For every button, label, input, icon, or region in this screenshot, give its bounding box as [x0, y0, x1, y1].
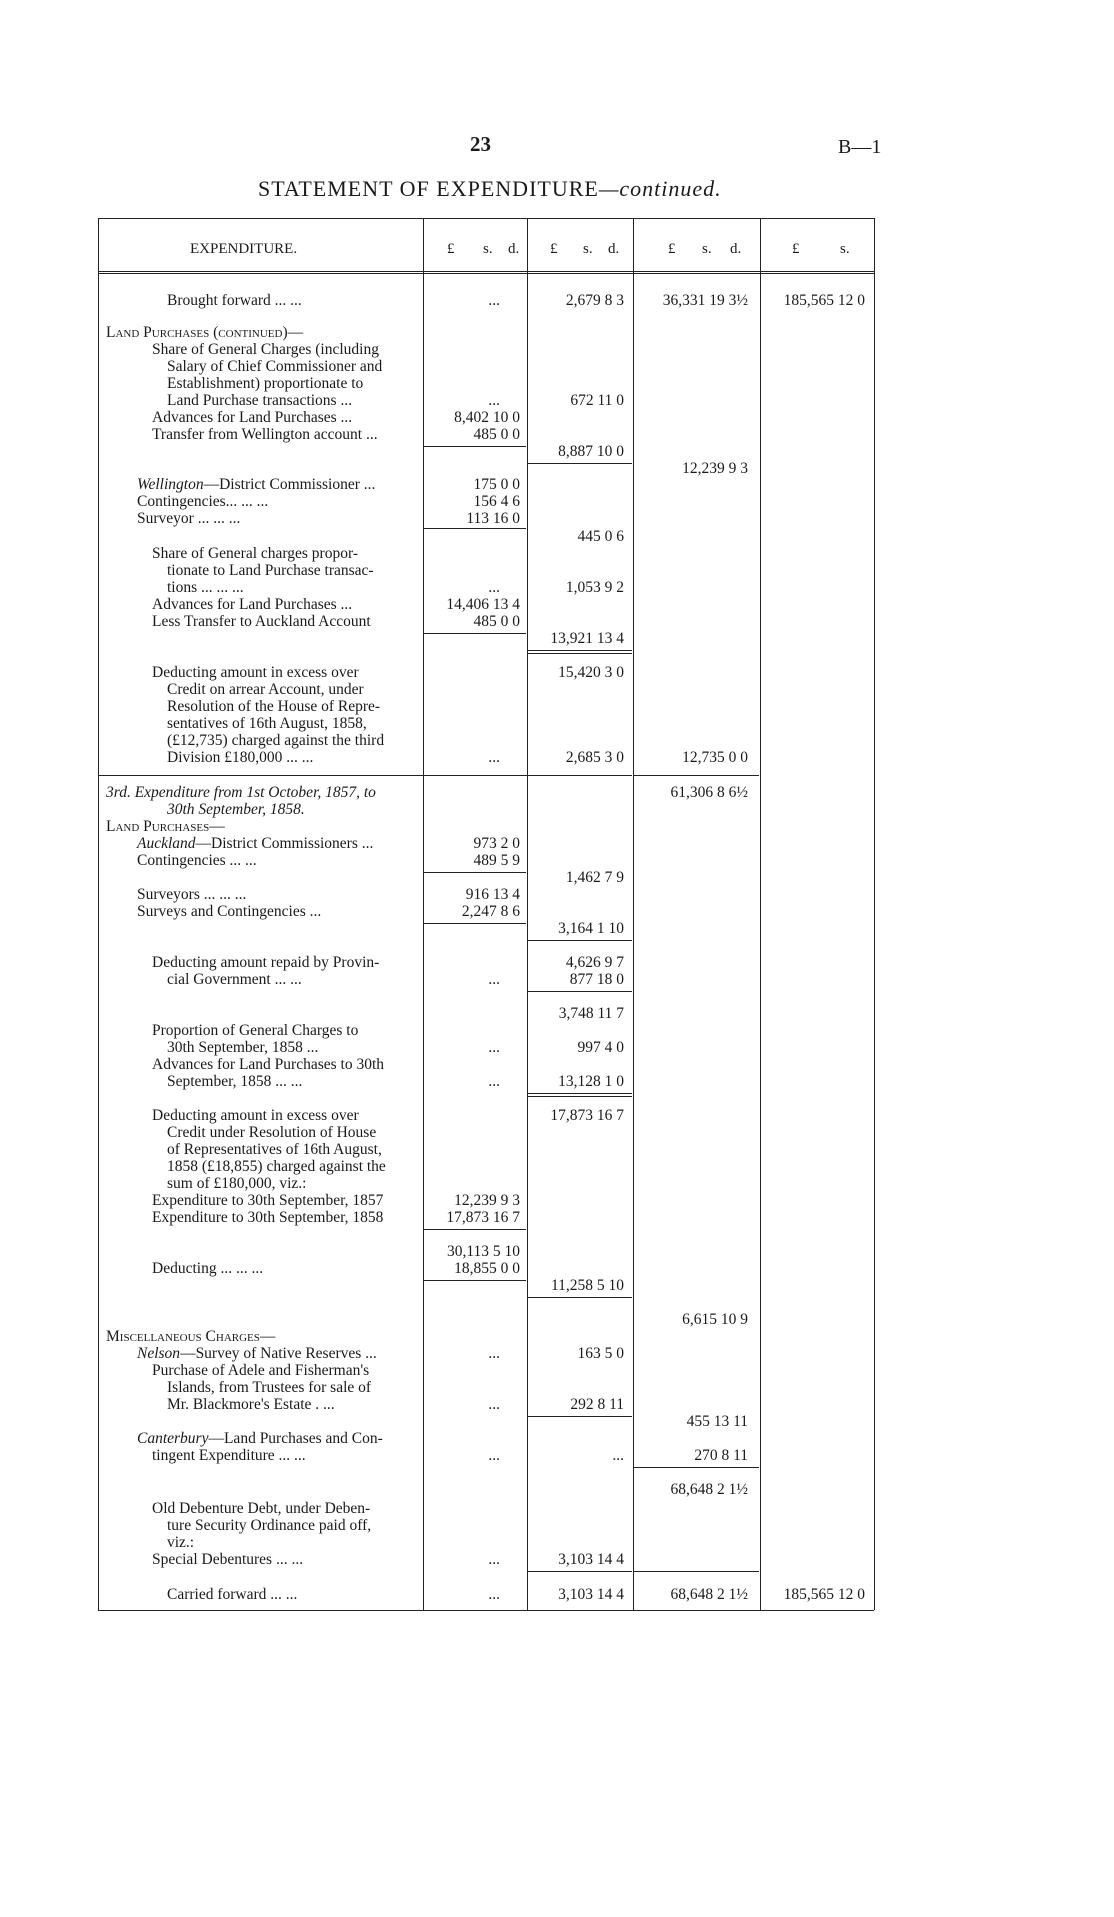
deducting-c3: 6,615 10 9 [682, 1311, 748, 1328]
rule-expenditure-sum [424, 1229, 526, 1230]
third-expenditure-line-1: 3rd. Expenditure from 1st October, 1857, to [106, 784, 376, 801]
rule-surveys-c2 [528, 940, 632, 941]
table-top-rule [98, 218, 874, 219]
surveys-subtotal-c2: 3,164 1 10 [558, 920, 624, 937]
canterbury-text: —Land Purchases and Con- [208, 1430, 383, 1447]
rule-auckland [424, 872, 526, 873]
excess-line-4: 1858 (£18,855) charged against the [167, 1158, 386, 1175]
rule-repaid [528, 991, 632, 992]
column-header-c4-pounds: £ [792, 241, 800, 257]
repaid-a-c2: 4,626 9 7 [565, 954, 624, 971]
excess-line-1: Deducting amount in excess over [152, 1107, 359, 1124]
auckland-contingencies: Contingencies ... ... [137, 852, 257, 869]
surveys-contingencies: Surveys and Contingencies ... [137, 903, 322, 920]
advances-30th-c2: 13,128 1 0 [558, 1073, 624, 1090]
share-general-line-2: Salary of Chief Commissioner and [167, 358, 383, 375]
expenditure-1858: Expenditure to 30th September, 1858 [152, 1209, 384, 1226]
rule-sub2-c2 [528, 650, 632, 651]
special-debentures-c1: ... [488, 1551, 500, 1568]
subtotal-3-c3: 68,648 2 1½ [670, 1481, 748, 1498]
nelson-c2: 163 5 0 [577, 1345, 624, 1362]
third-division-c1: ... [488, 749, 500, 766]
advances-30th-c1: ... [488, 1073, 500, 1090]
col-line-1 [423, 218, 424, 1610]
wellington-surv-c1: 113 16 0 [466, 510, 520, 527]
rule-section-3 [99, 775, 632, 776]
deduct-line-5: (£12,735) charged against the third [167, 732, 385, 749]
auckland-dc-c1: 973 2 0 [473, 835, 520, 852]
expenditure-1858-c1: 17,873 16 7 [446, 1209, 520, 1226]
deduct-line-6: Division £180,000 ... ... [167, 749, 314, 766]
subtotal-1-c3: 12,239 9 3 [682, 460, 748, 477]
wellington-label: Wellington [137, 476, 204, 493]
header-rule [98, 271, 874, 272]
share-general-b-line-2: tionate to Land Purchase transac- [167, 562, 374, 579]
auckland-cont-c1: 489 5 9 [473, 852, 520, 869]
auckland-surveyors: Surveyors ... ... ... [137, 886, 247, 903]
auckland-subtotal-c2: 1,462 7 9 [565, 869, 624, 886]
total-15420-c2: 15,420 3 0 [558, 664, 624, 681]
column-header-c1-shillings: s. [483, 241, 493, 257]
wellington-dc-c1: 175 0 0 [473, 476, 520, 493]
canterbury-c1: ... [488, 1447, 500, 1464]
purchase-line-2: Islands, from Trustees for sale of [167, 1379, 372, 1396]
rule-advances-30th-double [528, 1096, 632, 1097]
column-header-c2-pounds: £ [550, 241, 558, 257]
share-general-line-4: Land Purchase transactions ... [167, 392, 353, 409]
surveys-cont-c1: 2,247 8 6 [461, 903, 520, 920]
share-general-b-line-3: tions ... ... ... [167, 579, 244, 596]
rule-canterbury-c3 [634, 1467, 759, 1468]
section-land-purchases-continued: Land Purchases (continued)— [106, 324, 304, 341]
special-debentures-c2: 3,103 14 4 [558, 1551, 624, 1568]
expenditure-1857: Expenditure to 30th September, 1857 [152, 1192, 384, 1209]
auckland-label: Auckland [137, 835, 196, 852]
excess-line-2: Credit under Resolution of House [167, 1124, 377, 1141]
advances-land-purchases-2: Advances for Land Purchases ... [152, 596, 353, 613]
sum-c1: 30,113 5 10 [446, 1243, 520, 1260]
share-general-b-c2: 1,053 9 2 [565, 579, 624, 596]
deduct-line-3: Resolution of the House of Repre- [167, 698, 381, 715]
surveyors-c1: 916 13 4 [465, 886, 520, 903]
advances-2-c1: 14,406 13 4 [446, 596, 520, 613]
col-line-2 [527, 218, 528, 1610]
canterbury-c2: ... [612, 1447, 624, 1464]
deducting-c1: 18,855 0 0 [454, 1260, 520, 1277]
rule-deducting-c2 [528, 1297, 632, 1298]
table-bottom-rule [98, 1610, 874, 1611]
share-general-line-3: Establishment) proportionate to [167, 375, 364, 392]
carried-forward-c2: 3,103 14 4 [558, 1586, 624, 1603]
old-debenture-line-3: viz.: [167, 1534, 195, 1551]
brought-forward-c3: 36,331 19 3½ [662, 292, 748, 309]
col-line-3 [633, 218, 634, 1610]
deducting-label: Deducting ... ... ... [152, 1260, 264, 1277]
deduct-line-4: sentatives of 16th August, 1858, [167, 715, 367, 732]
repaid-b-c2: 877 18 0 [569, 971, 624, 988]
rule-misc [528, 1416, 632, 1417]
share-general-b-line-1: Share of General charges propor- [152, 545, 358, 562]
excess-line-3: of Representatives of 16th August, [167, 1141, 382, 1158]
rule-sub1-c2 [528, 463, 632, 464]
purchase-c3: 455 13 11 [686, 1413, 748, 1430]
excess-line-5: sum of £180,000, viz.: [167, 1175, 307, 1192]
transfer-wellington: Transfer from Wellington account ... [152, 426, 378, 443]
wellington-cont-c1: 156 4 6 [473, 493, 520, 510]
proportion-line-2: 30th September, 1858 ... [167, 1039, 319, 1056]
third-division-c2: 2,685 3 0 [565, 749, 624, 766]
col-line-right [874, 218, 875, 1610]
column-header-c4-shillings: s. [840, 241, 850, 257]
column-header-c3-pence: d. [730, 241, 742, 257]
subtotal-1-c2: 8,887 10 0 [558, 443, 624, 460]
deduct-line-2: Credit on arrear Account, under [167, 681, 364, 698]
transfer-c1: 485 0 0 [473, 426, 520, 443]
purchase-line-3: Mr. Blackmore's Estate . ... [167, 1396, 335, 1413]
column-header-c2-pence: d. [608, 241, 620, 257]
repaid-line-2: cial Government ... ... [167, 971, 302, 988]
proportion-c1: ... [488, 1039, 500, 1056]
rule-advances-30th [528, 1093, 632, 1094]
page-number: 23 [470, 132, 491, 156]
nelson-survey-label: —Survey of Native Reserves ... [180, 1345, 377, 1362]
special-debentures: Special Debentures ... ... [152, 1551, 304, 1568]
rule-sub1 [424, 446, 526, 447]
deduct-line-1: Deducting amount in excess over [152, 664, 359, 681]
repaid-line-1: Deducting amount repaid by Provin- [152, 954, 380, 971]
auckland-dc-label: —District Commissioners ... [195, 835, 374, 852]
carried-forward-c3: 68,648 2 1½ [670, 1586, 748, 1603]
col-line-left [98, 218, 99, 1610]
rule-surveys [424, 923, 526, 924]
wellington-commissioner [137, 476, 375, 493]
old-debenture-line-2: ture Security Ordinance paid off, [167, 1517, 372, 1534]
canterbury-line-2: tingent Expenditure ... ... [152, 1447, 306, 1464]
column-header-expenditure: EXPENDITURE. [190, 241, 298, 257]
brought-forward-c4: 185,565 12 0 [783, 292, 865, 309]
nelson-label: Nelson [137, 1345, 181, 1362]
carried-forward-c4: 185,565 12 0 [783, 1586, 865, 1603]
net-c2: 3,748 11 7 [558, 1005, 624, 1022]
column-header-c3-shillings: s. [702, 241, 712, 257]
expenditure-1857-c1: 12,239 9 3 [454, 1192, 520, 1209]
rule-special-c3 [634, 1571, 759, 1572]
advances-c1: 8,402 10 0 [454, 409, 520, 426]
canterbury-c3: 270 8 11 [694, 1447, 748, 1464]
less-transfer-auckland: Less Transfer to Auckland Account [152, 613, 371, 630]
carried-forward-label: Carried forward ... ... [167, 1586, 298, 1603]
sheet-reference: B—1 [838, 136, 882, 158]
column-header-c1-pounds: £ [447, 241, 455, 257]
rule-deducting [424, 1280, 526, 1281]
share-general-c1: ... [488, 392, 500, 409]
column-header-c1-pence: d. [508, 241, 520, 257]
proportion-c2: 997 4 0 [577, 1039, 624, 1056]
nelson-c1: ... [488, 1345, 500, 1362]
rule-wellington [424, 528, 526, 529]
rule-sub2 [424, 633, 526, 634]
section-miscellaneous-charges: Miscellaneous Charges— [106, 1328, 276, 1345]
canterbury-line-1 [137, 1430, 383, 1447]
header-rule-double [98, 273, 874, 274]
brought-forward-c2: 2,679 8 3 [565, 292, 624, 309]
share-general-c2: 672 11 0 [570, 392, 624, 409]
title-main: STATEMENT OF EXPENDITURE [258, 176, 599, 201]
rule-section-3-c3 [634, 775, 759, 776]
deducting-c2: 11,258 5 10 [550, 1277, 624, 1294]
share-general-line-1: Share of General Charges (including [152, 341, 379, 358]
purchase-c2: 292 8 11 [570, 1396, 624, 1413]
rule-special [528, 1571, 632, 1572]
column-header-c3-pounds: £ [668, 241, 676, 257]
third-expenditure-line-2: 30th September, 1858. [167, 801, 305, 818]
old-debenture-line-1: Old Debenture Debt, under Deben- [152, 1500, 371, 1517]
brought-forward-label: Brought forward ... ... [167, 292, 302, 309]
district-commissioner-label: —District Commissioner ... [203, 476, 376, 493]
advances-30th-line-1: Advances for Land Purchases to 30th [152, 1056, 385, 1073]
less-transfer-c1: 485 0 0 [473, 613, 520, 630]
nelson-survey [137, 1345, 377, 1362]
auckland-commissioners [137, 835, 373, 852]
wellington-contingencies: Contingencies... ... ... [137, 493, 269, 510]
subtotal-2-c2: 13,921 13 4 [550, 630, 624, 647]
purchase-c1: ... [488, 1396, 500, 1413]
repaid-c1: ... [488, 971, 500, 988]
third-expenditure-c3: 61,306 8 6½ [670, 784, 748, 801]
col-line-4 [760, 218, 761, 1610]
wellington-surveyor: Surveyor ... ... ... [137, 510, 241, 527]
brought-forward-c1: ... [488, 292, 500, 309]
title-suffix: —continued. [598, 176, 722, 201]
column-header-c2-shillings: s. [583, 241, 593, 257]
proportion-line-1: Proportion of General Charges to [152, 1022, 359, 1039]
purchase-line-1: Purchase of Adele and Fisherman's [152, 1362, 370, 1379]
excess-c2: 17,873 16 7 [550, 1107, 624, 1124]
carried-forward-c1: ... [488, 1586, 500, 1603]
share-general-b-c1: ... [488, 579, 500, 596]
section-land-purchases: Land Purchases— [106, 818, 225, 835]
rule-sub2-c2-double [528, 653, 632, 654]
page-title [258, 176, 722, 202]
third-division-c3: 12,735 0 0 [682, 749, 748, 766]
wellington-subtotal-c2: 445 0 6 [577, 528, 624, 545]
advances-30th-line-2: September, 1858 ... ... [167, 1073, 303, 1090]
advances-land-purchases: Advances for Land Purchases ... [152, 409, 353, 426]
canterbury-label: Canterbury [137, 1430, 209, 1447]
